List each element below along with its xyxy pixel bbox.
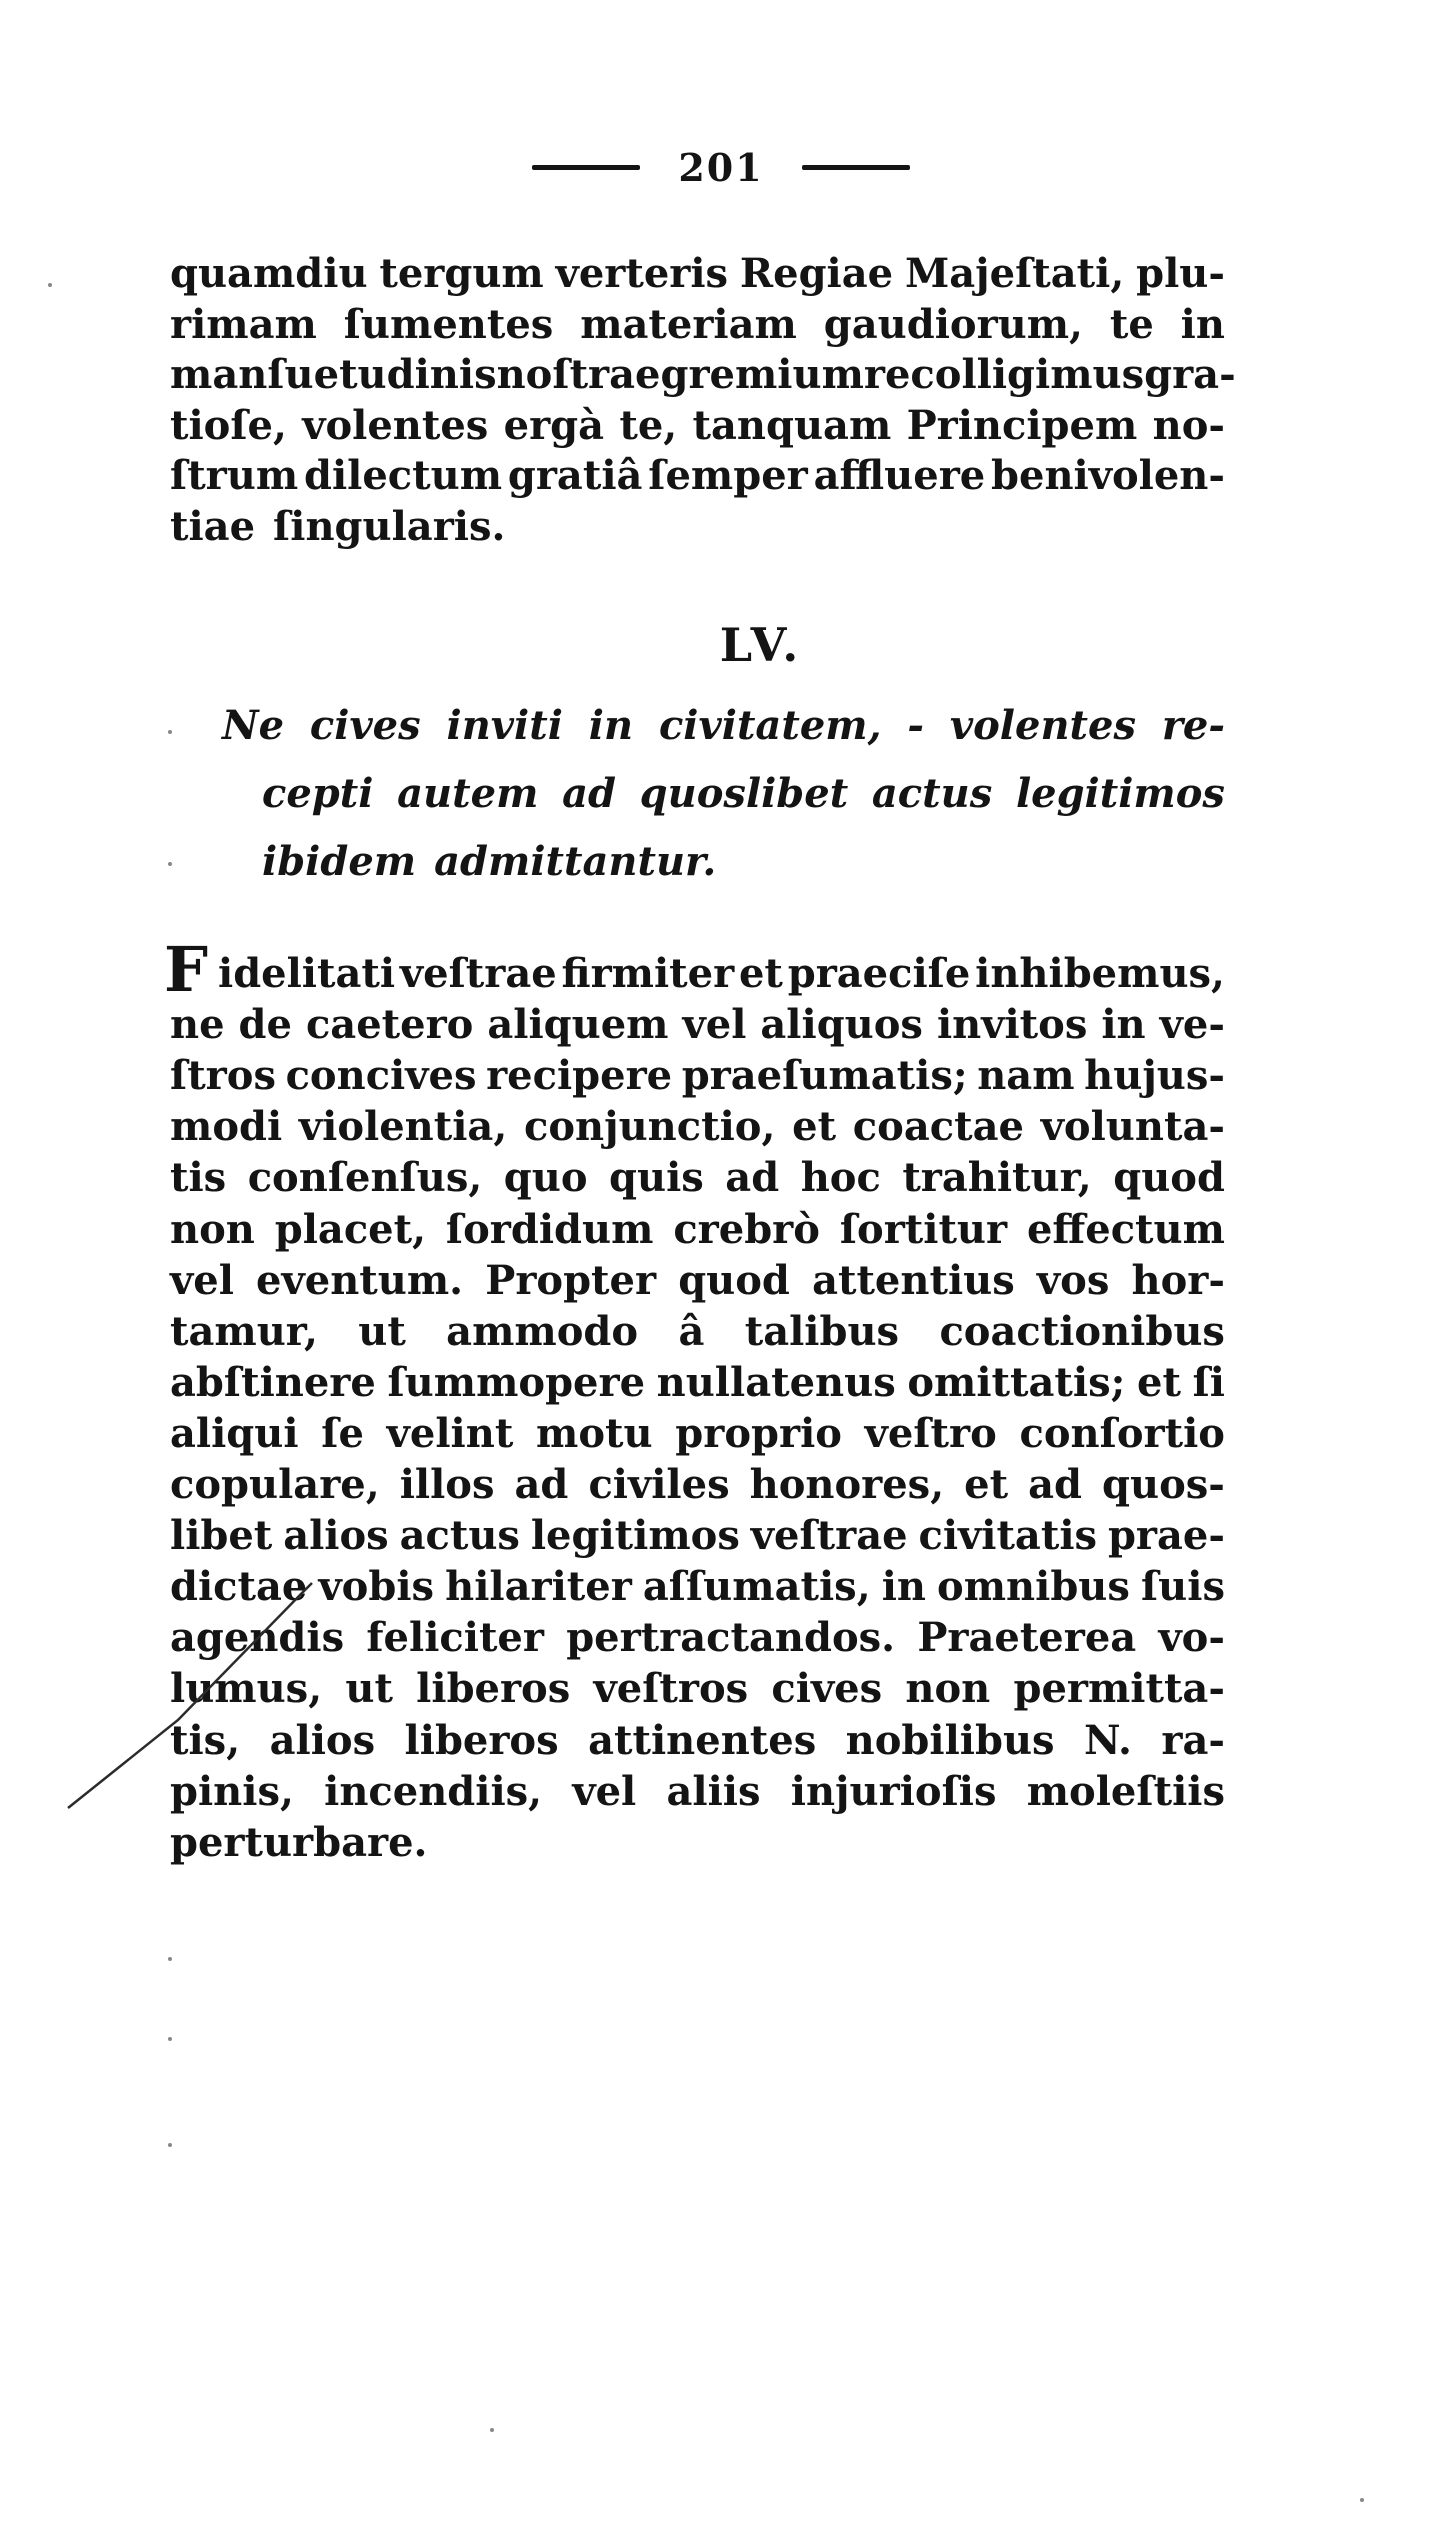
heading-line: cepti autem ad quoslibet actus legitimos <box>262 770 1225 817</box>
paragraph-2-line: aliqui ſe velint motu proprio veſtro conſortio <box>170 1409 1225 1457</box>
drop-cap: F <box>164 933 209 1006</box>
paragraph-2-line: ne de caetero aliquem vel aliquos invitos in ve- <box>170 1001 1225 1049</box>
paragraph-1-line: tioſe, volentes ergà te, tanquam Principem no- <box>170 401 1225 449</box>
paragraph-2-line: tis, alios liberos attinentes nobilibus N. ra- <box>170 1716 1225 1764</box>
paragraph-1-line: ſtrum dilectum gratiâ ſemper affluere benivolen- <box>170 452 1225 500</box>
paragraph-2-line: lumus, ut liberos veſtros cives non permitta- <box>170 1665 1225 1713</box>
paragraph-2-line: libet alios actus legitimos veſtrae civitatis prae- <box>170 1512 1225 1560</box>
scan-speck <box>168 862 172 866</box>
heading-line: Ne cives inviti in civitatem, - volentes re- <box>222 702 1225 749</box>
paragraph-2-line: tamur, ut ammodo â talibus coactionibus <box>170 1307 1225 1355</box>
scan-speck <box>1360 2498 1364 2502</box>
paragraph-2-line: abſtinere ſummopere nullatenus omittatis; et ſi <box>170 1358 1225 1406</box>
paragraph-2-line: ſtros concives recipere praeſumatis; nam hujus- <box>170 1052 1225 1100</box>
paragraph-2-line: agendis feliciter pertractandos. Praeterea vo- <box>170 1614 1225 1662</box>
paragraph-2-line: tis conſenſus, quo quis ad hoc trahitur, quod <box>170 1154 1225 1202</box>
paragraph-2-line: copulare, illos ad civiles honores, et ad quos- <box>170 1461 1225 1508</box>
scan-speck <box>168 2143 172 2147</box>
paragraph-2-line: idelitati veſtrae firmiter et praeciſe inhibemus, <box>218 950 1225 997</box>
scan-speck <box>168 730 172 734</box>
paragraph-2-line: pinis, incendiis, vel aliis injurioſis moleſtiis <box>170 1767 1225 1815</box>
paragraph-2-line: modi violentia, conjunctio, et coactae volunta- <box>170 1103 1225 1151</box>
section-number: LV. <box>719 618 803 672</box>
paragraph-1-line: quamdiu tergum verteris Regiae Majeſtati, plu- <box>170 250 1225 297</box>
scan-speck <box>168 2037 172 2041</box>
paragraph-1-line: tiae ſingularis. <box>170 503 506 550</box>
scan-speck <box>168 1957 172 1961</box>
paragraph-2-line: dictae vobis hilariter aſſumatis, in omnibus ſuis <box>170 1563 1225 1611</box>
paragraph-2-line: vel eventum. Propter quod attentius vos hor- <box>170 1256 1225 1304</box>
scan-speck <box>490 2428 494 2432</box>
paragraph-2-line: non placet, ſordidum crebrò ſortitur effectum <box>170 1205 1225 1253</box>
heading-line: ibidem admittantur. <box>262 838 717 885</box>
scan-speck <box>48 283 52 287</box>
page-number: 201 <box>678 145 764 190</box>
paragraph-1-line: rimam ſumentes materiam gaudiorum, te in <box>170 300 1225 348</box>
paragraph-2-line: perturbare. <box>170 1818 428 1866</box>
paragraph-1-line: manſuetudinis noſtrae gremium recolligimus gra- <box>170 351 1236 399</box>
